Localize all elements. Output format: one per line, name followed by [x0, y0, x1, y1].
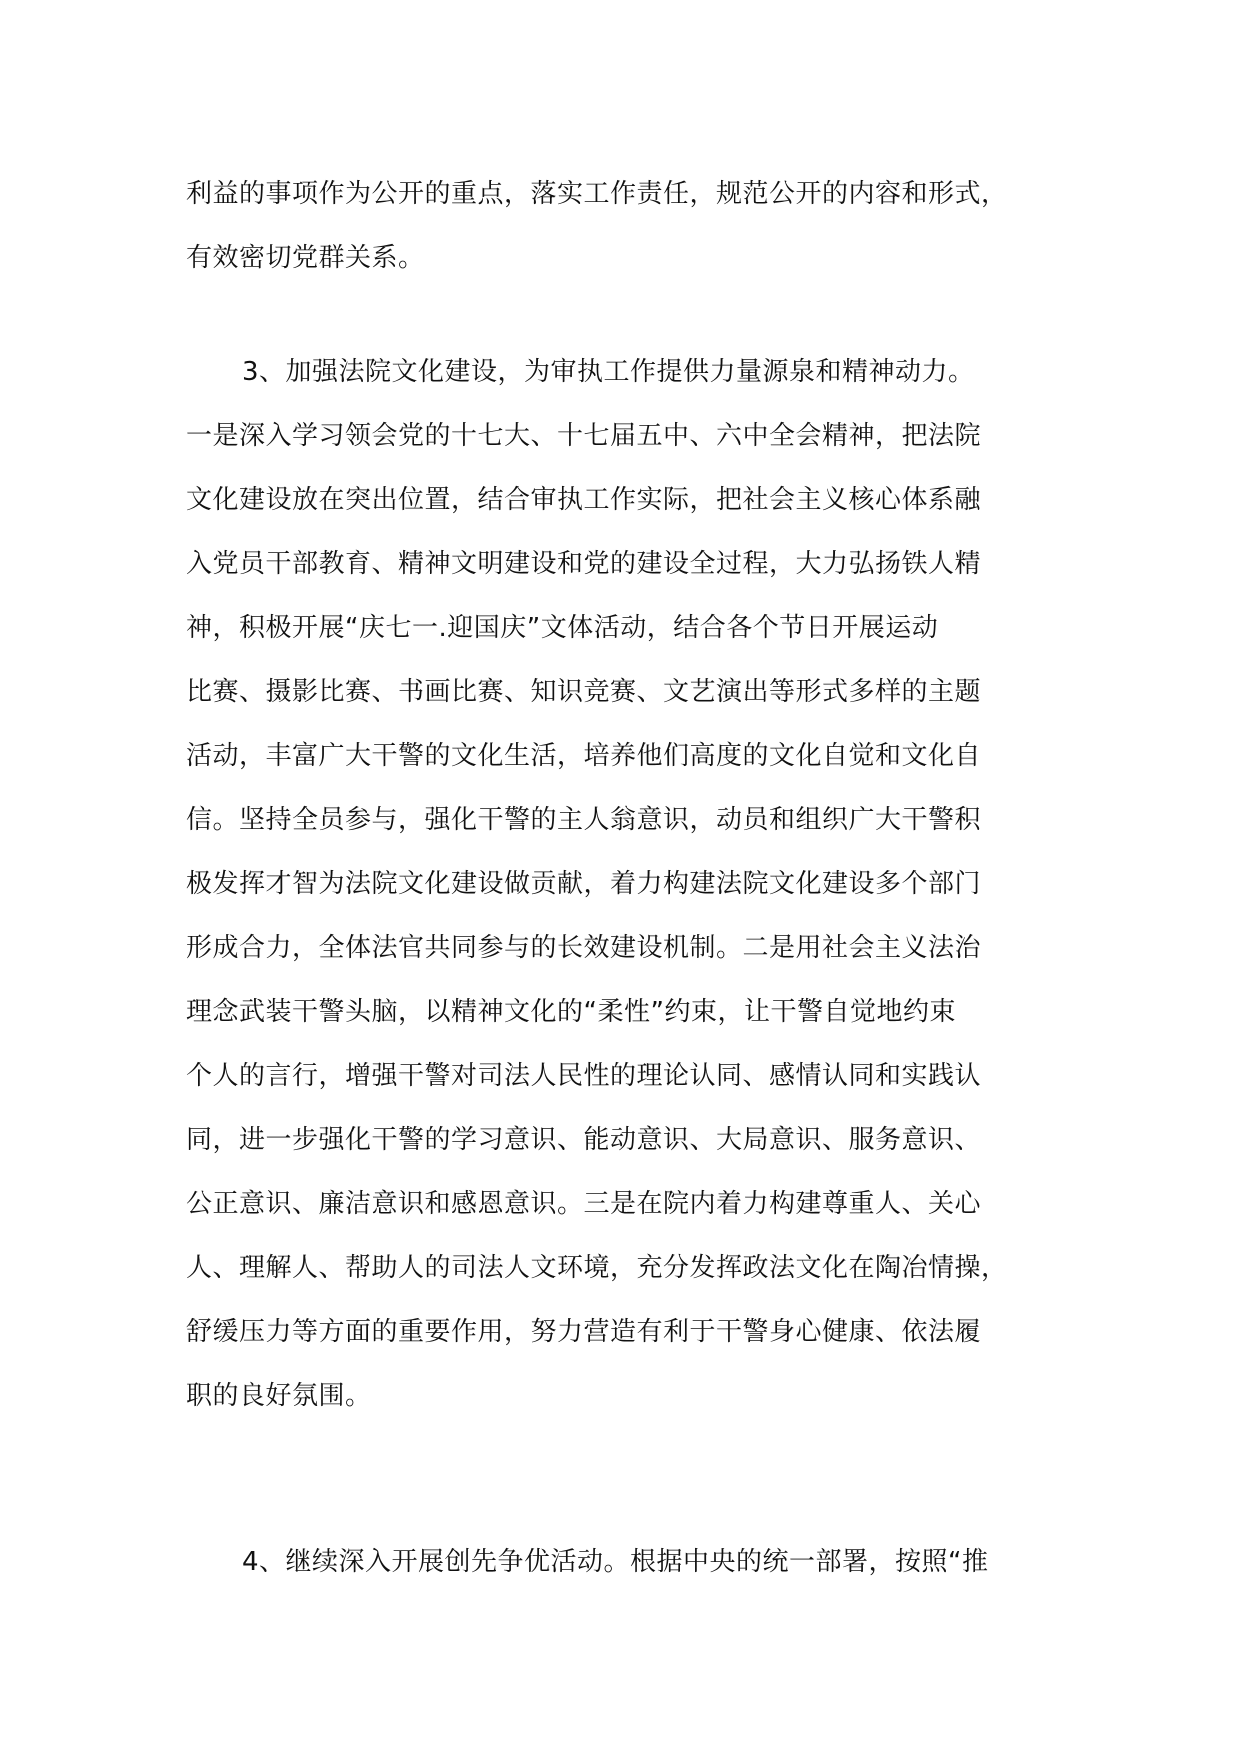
text-line: 神，积极开展“庆七一.迎国庆”文体活动，结合各个节日开展运动	[186, 613, 939, 643]
text-line: 有效密切党群关系。	[186, 243, 425, 273]
section-heading-line: 4、继续深入开展创先争优活动。根据中央的统一部署，按照“推	[242, 1547, 989, 1577]
text-line: 入党员干部教育、精神文明建设和党的建设全过程，大力弘扬铁人精	[186, 549, 982, 579]
text-line: 信。坚持全员参与，强化干警的主人翁意识，动员和组织广大干警积	[186, 805, 982, 835]
text-line: 职的良好氛围。	[186, 1381, 372, 1411]
text-line: 比赛、摄影比赛、书画比赛、知识竞赛、文艺演出等形式多样的主题	[186, 677, 982, 707]
paragraph-3	[186, 1530, 1066, 1594]
text-line: 人、理解人、帮助人的司法人文环境，充分发挥政法文化在陶冶情操，	[186, 1253, 1008, 1283]
text-line: 个人的言行，增强干警对司法人民性的理论认同、感情认同和实践认	[186, 1061, 982, 1091]
text-line: 文化建设放在突出位置，结合审执工作实际，把社会主义核心体系融	[186, 485, 982, 515]
text-line: 同，进一步强化干警的学习意识、能动意识、大局意识、服务意识、	[186, 1125, 982, 1155]
paragraph-1	[186, 162, 1066, 290]
text-line: 一是深入学习领会党的十七大、十七届五中、六中全会精神，把法院	[186, 421, 982, 451]
text-line: 形成合力，全体法官共同参与的长效建设机制。二是用社会主义法治	[186, 933, 982, 963]
text-line: 舒缓压力等方面的重要作用，努力营造有利于干警身心健康、依法履	[186, 1317, 982, 1347]
text-line: 理念武装干警头脑，以精神文化的“柔性”约束，让干警自觉地约束	[186, 997, 956, 1027]
text-line: 极发挥才智为法院文化建设做贡献，着力构建法院文化建设多个部门	[186, 869, 982, 899]
paragraph-2	[186, 340, 1066, 1428]
section-heading-line: 3、加强法院文化建设，为审执工作提供力量源泉和精神动力。	[242, 357, 975, 387]
text-line: 公正意识、廉洁意识和感恩意识。三是在院内着力构建尊重人、关心	[186, 1189, 982, 1219]
text-line: 利益的事项作为公开的重点，落实工作责任，规范公开的内容和形式，	[186, 179, 1008, 209]
text-line: 活动，丰富广大干警的文化生活，培养他们高度的文化自觉和文化自	[186, 741, 982, 771]
